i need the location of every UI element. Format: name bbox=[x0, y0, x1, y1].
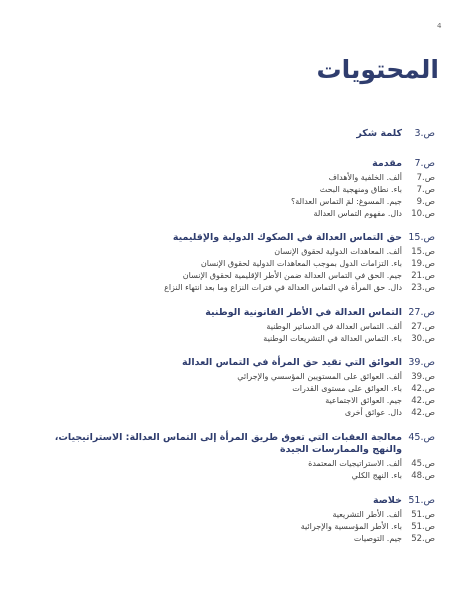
toc-section-title: دال. مفهوم التماس العدالة bbox=[313, 209, 402, 218]
toc-page-number: ص.45 bbox=[408, 432, 435, 443]
toc-section-title: باء. العوائق على مستوى القدرات bbox=[292, 384, 402, 393]
toc-section-title: جيم. التوصيات bbox=[353, 534, 402, 543]
toc-page-number: ص.9 bbox=[416, 197, 435, 207]
toc-page-number: ص.45 bbox=[411, 459, 435, 469]
toc-page-number: ص.51 bbox=[411, 510, 435, 520]
toc-page-number: ص.21 bbox=[411, 271, 435, 281]
toc-section-title: جيم. الحق في التماس العدالة ضمن الأطر الإقليمية لحقوق الإنسان bbox=[182, 271, 402, 280]
toc-page-number: ص.51 bbox=[408, 495, 435, 506]
toc-section-title: جيم. العوائق الاجتماعية bbox=[325, 396, 402, 405]
toc-section-title: ألف. الأطر التشريعية bbox=[332, 510, 402, 519]
toc-chapter-title: معالجة العقبات التي تعوق طريق المرأة إلى التماس العدالة: الاستراتيجيات، والنهج والممارسات الجيدة bbox=[54, 432, 402, 455]
toc-section-title: ألف. الاستراتيجيات المعتمدة bbox=[308, 459, 402, 468]
toc-page-number: ص.42 bbox=[411, 396, 435, 406]
toc-page-number: ص.15 bbox=[408, 232, 435, 243]
toc-page-number: ص.48 bbox=[411, 471, 435, 481]
toc-section-title: ألف. الخلفية والأهداف bbox=[328, 173, 402, 182]
toc-section-title: باء. الأطر المؤسسية والإجرائية bbox=[300, 522, 402, 531]
toc-section-title: دال. حق المرأة في التماس العدالة في فترات النزاع وما بعد انتهاء النزاع bbox=[164, 283, 402, 292]
toc-page-number: ص.3 bbox=[414, 128, 435, 139]
toc-section-title: ألف. العوائق على المستويين المؤسسي والإجرائي bbox=[237, 372, 402, 381]
toc-section-title: دال. عوائق أخرى bbox=[344, 408, 402, 417]
toc-page-number: ص.39 bbox=[408, 357, 435, 368]
toc-page-number: ص.42 bbox=[411, 408, 435, 418]
toc-chapter-title: التماس العدالة في الأطر القانونية الوطنية bbox=[205, 307, 402, 318]
toc-chapter-title: العوائق التي تقيد حق المرأة في التماس العدالة bbox=[182, 357, 402, 368]
toc-page-number: ص.10 bbox=[411, 209, 435, 219]
toc-page-number: ص.7 bbox=[416, 173, 435, 183]
toc-page-number: ص.42 bbox=[411, 384, 435, 394]
toc-page-number: ص.52 bbox=[411, 534, 435, 544]
toc-page-number: ص.7 bbox=[414, 158, 435, 169]
toc-page-number: ص.27 bbox=[411, 322, 435, 332]
toc-page-number: ص.39 bbox=[411, 372, 435, 382]
toc-section-title: ألف. التماس العدالة في الدساتير الوطنية bbox=[266, 322, 402, 331]
toc-chapter-title: مقدمة bbox=[372, 158, 402, 169]
toc-section-title: باء. التماس العدالة في التشريعات الوطنية bbox=[263, 334, 402, 343]
toc-section-title: جيم. المسوغ: لمَ التماس العدالة؟ bbox=[291, 197, 402, 206]
toc-section-title: ألف. المعاهدات الدولية لحقوق الإنسان bbox=[274, 247, 402, 256]
toc-page-number: ص.51 bbox=[411, 522, 435, 532]
page-number: 4 bbox=[437, 22, 442, 30]
toc-page-number: ص.30 bbox=[411, 334, 435, 344]
toc-page-number: ص.23 bbox=[411, 283, 435, 293]
toc-chapter-title: حق التماس العدالة في الصكوك الدولية والإقليمية bbox=[172, 232, 402, 243]
toc-chapter-title: كلمة شكر bbox=[356, 128, 402, 139]
toc-page-number: ص.27 bbox=[408, 307, 435, 318]
toc-page-number: ص.15 bbox=[411, 247, 435, 257]
toc-section-title: باء. التزامات الدول بموجب المعاهدات الدولية لحقوق الإنسان bbox=[200, 259, 402, 268]
toc-section-title: باء. النهج الكلي bbox=[351, 471, 402, 480]
page-title: المحتويات bbox=[316, 55, 439, 84]
toc-page-number: ص.7 bbox=[416, 185, 435, 195]
toc-page-number: ص.19 bbox=[411, 259, 435, 269]
toc-section-title: باء. نطاق ومنهجية البحث bbox=[319, 185, 402, 194]
toc-chapter-title: خلاصة bbox=[372, 495, 402, 506]
